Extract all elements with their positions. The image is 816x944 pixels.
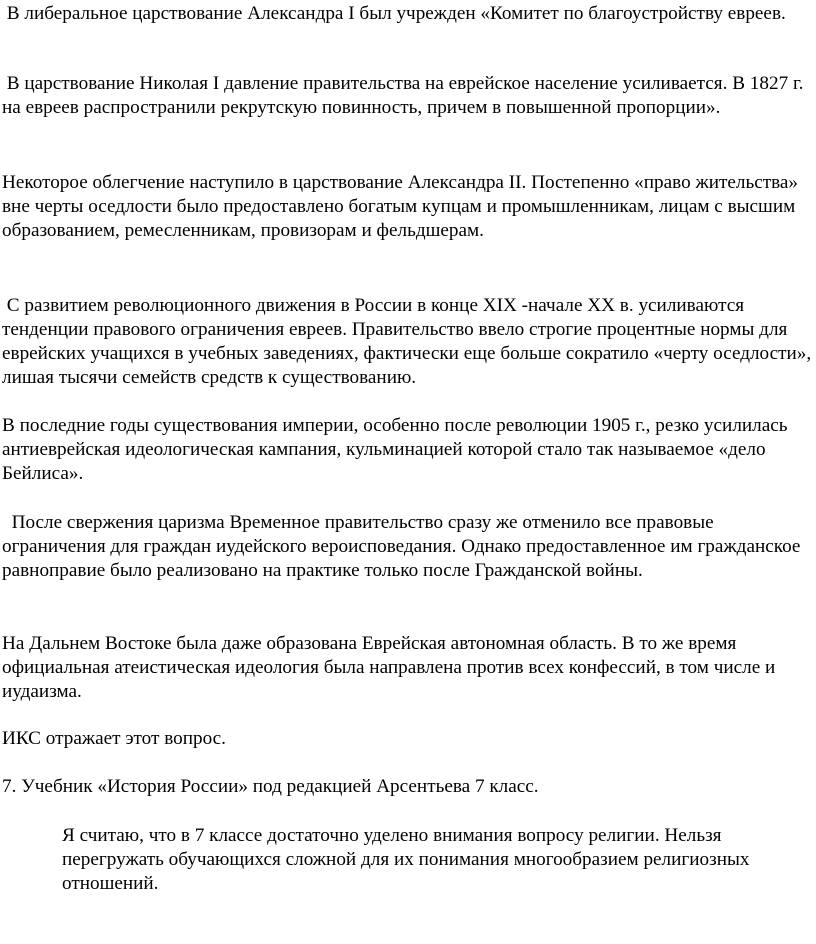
paragraph-far-east: На Дальнем Востоке была даже образована Еврейская автономная область. В то же время официальная атеистическая идеология была направлена против всех конфессий, в том числе и иудаизма. [2,633,781,702]
paragraph-last-years-empire: В последние годы существования империи, особенно после революции 1905 г., резко усилилась антиеврейская идеологическая кампания, кульминацией которой стало так называемое «дело Бейлиса». [2,415,793,484]
paragraph-alexander-ii: Некоторое облегчение наступило в царствование Александра II. Постепенно «право жительства» вне черты оседлости было предоставлено богатым купцам и промышленникам, лицам с высшим образованием, ремесленникам, провизорам и фельдшерам. [2,172,803,241]
paragraph-iks: ИКС отражает этот вопрос. [2,728,226,749]
paragraph-nicholas-i: В царствование Николая I давление правительства на еврейское население усиливается. В 1827 г. на евреев распространили рекрутскую повинность, причем в повышенной пропорции». [2,73,809,118]
paragraph-provisional-government: После свержения царизма Временное правительство сразу же отменило все правовые ограничения для граждан иудейского вероисповедания. Однако предоставленное им гражданское равноправие было реализовано на практике только после Гражданской войны. [2,512,806,581]
paragraph-alexander-i: В либеральное царствование Александра I был учрежден «Комитет по благоустройству евреев. [2,3,786,24]
paragraph-revolutionary-movement: С развитием революционного движения в России в конце XIX -начале XX в. усиливаются тенденции правового ограничения евреев. Правительство ввело строгие процентные нормы для еврейских учащихся в учебных заведениях, фактически еще больше сократило «черту оседлости», лишая тысячи семейств средств к существованию. [2,295,816,388]
paragraph-opinion: Я считаю, что в 7 классе достаточно уделено внимания вопросу религии. Нельзя перегружать обучающихся сложной для их понимания многообразием религиозных отношений. [62,825,755,894]
paragraph-textbook-heading: 7. Учебник «История России» под редакцией Арсентьева 7 класс. [2,776,539,797]
